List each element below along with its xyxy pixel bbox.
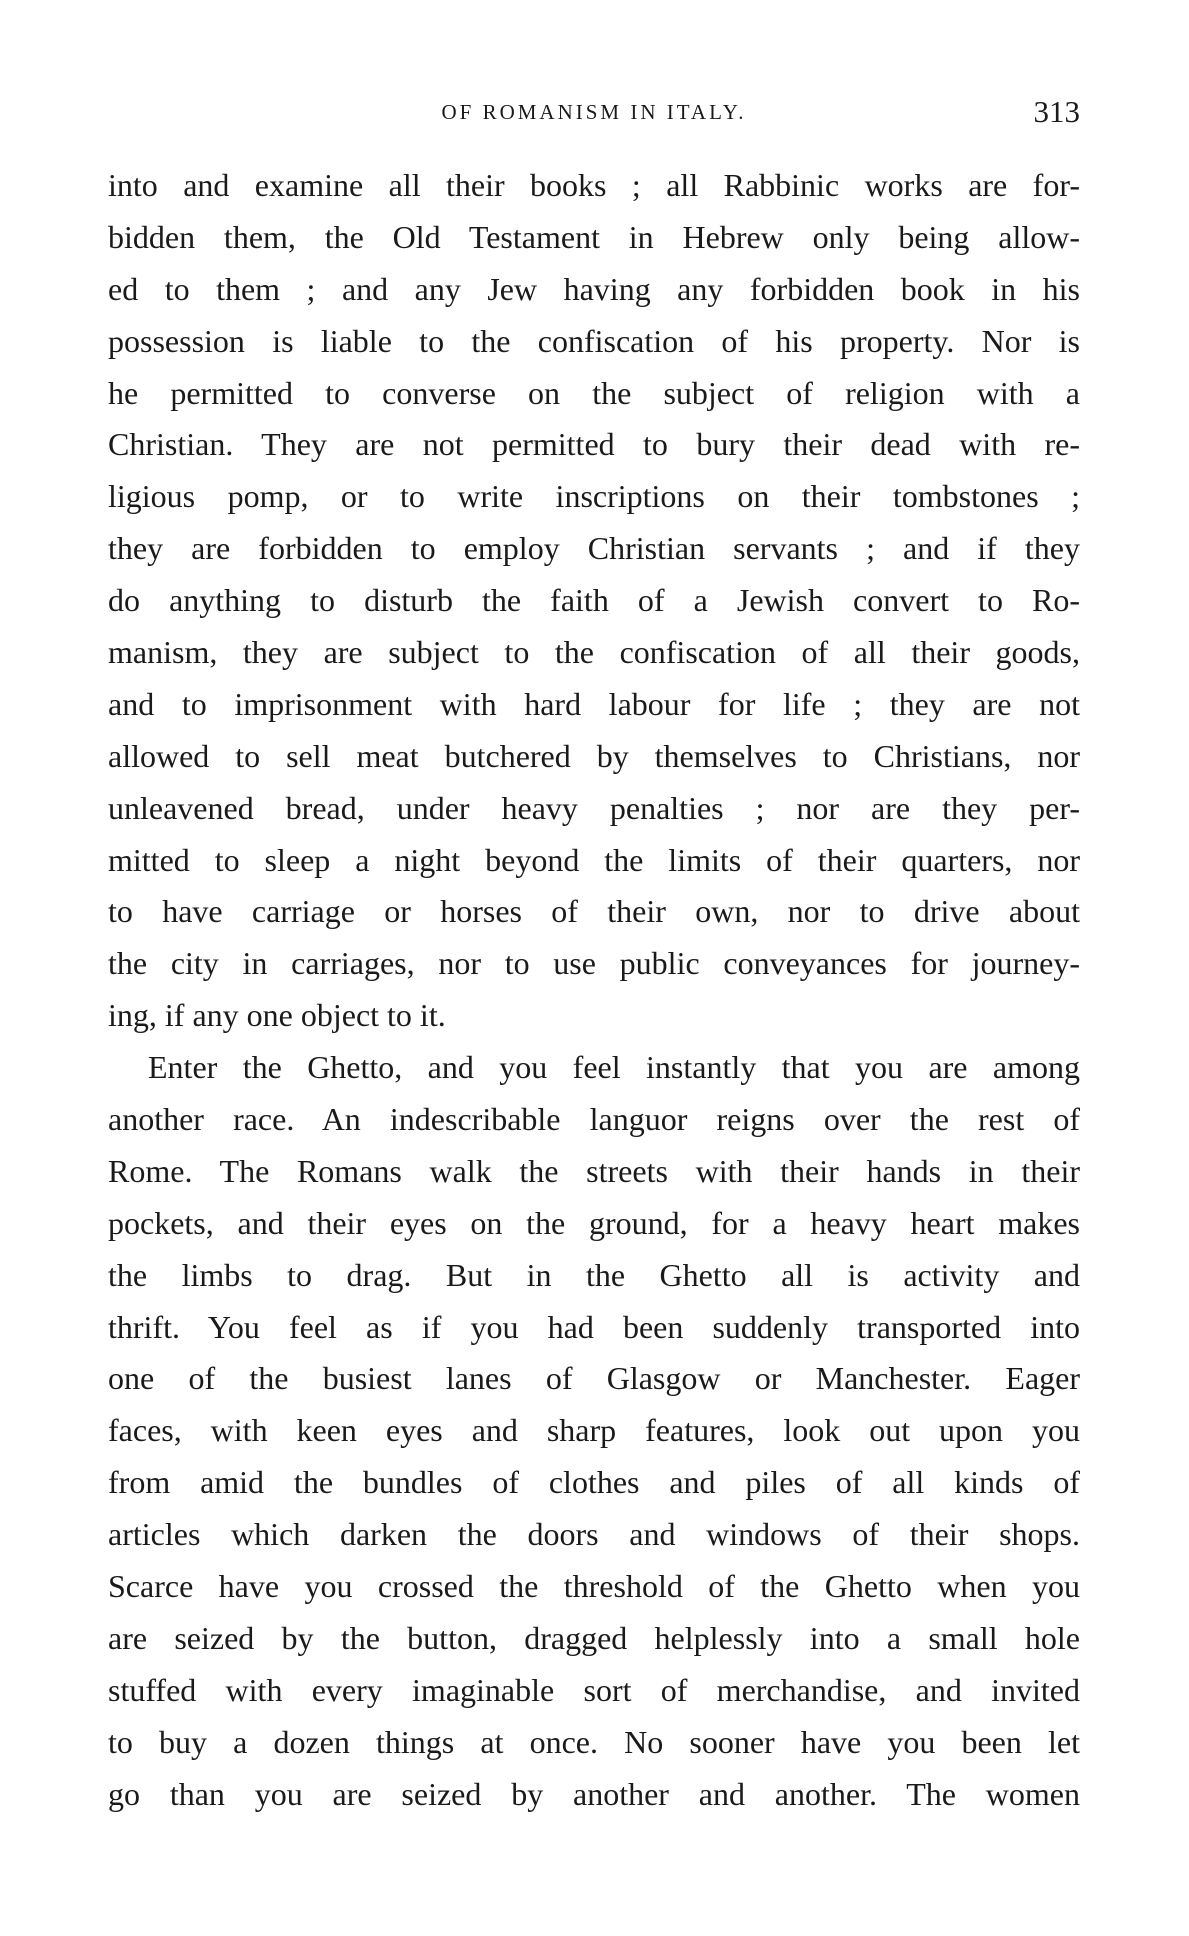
text-line: Christian. They are not permitted to bury their dead with re- <box>108 426 1080 463</box>
text-line: into and examine all their books ; all Rabbinic works are for- <box>108 167 1080 203</box>
running-head <box>108 94 1080 140</box>
text-line: unleavened bread, under heavy penalties ; nor are they per- <box>108 789 1080 826</box>
text-line: do anything to disturb the faith of a Jewish convert to Ro- <box>108 582 1080 619</box>
text-line: are seized by the button, dragged helplessly into a small hole <box>108 1619 1080 1656</box>
text-line: one of the busiest lanes of Glasgow or Manchester. Eager <box>108 1360 1080 1397</box>
text-line: bidden them, the Old Testament in Hebrew only being allow- <box>108 218 1080 255</box>
text-line: they are forbidden to employ Christian servants ; and if they <box>108 530 1080 567</box>
text-line: possession is liable to the confiscation of his property. Nor is <box>108 322 1080 359</box>
text-line: to have carriage or horses of their own, nor to drive about <box>108 893 1080 930</box>
text-line: ed to them ; and any Jew having any forbidden book in his <box>108 270 1080 307</box>
body-text <box>108 160 1080 1821</box>
page-number: 313 <box>1033 94 1080 129</box>
text-line: manism, they are subject to the confiscation of all their goods, <box>108 634 1080 671</box>
paragraph-start-line: Enter the Ghetto, and you feel instantly that you are among <box>148 1049 1080 1086</box>
text-line: from amid the bundles of clothes and piles of all kinds of <box>108 1464 1080 1501</box>
text-line: pockets, and their eyes on the ground, for a heavy heart makes <box>108 1204 1080 1241</box>
text-line: the city in carriages, nor to use public conveyances for journey- <box>108 945 1080 982</box>
text-line: articles which darken the doors and windows of their shops. <box>108 1516 1080 1553</box>
running-title: OF ROMANISM IN ITALY. <box>441 100 747 124</box>
text-line: allowed to sell meat butchered by themselves to Christians, nor <box>108 737 1080 774</box>
text-line: the limbs to drag. But in the Ghetto all is activity and <box>108 1256 1080 1293</box>
text-line: he permitted to converse on the subject of religion with a <box>108 374 1080 411</box>
text-line: ligious pomp, or to write inscriptions on their tombstones ; <box>108 478 1080 515</box>
text-line: Scarce have you crossed the threshold of the Ghetto when you <box>108 1568 1080 1605</box>
paragraph-end-line: ing, if any one object to it. <box>108 997 446 1034</box>
text-line: another race. An indescribable languor reigns over the rest of <box>108 1101 1080 1138</box>
text-line: thrift. You feel as if you had been suddenly transported into <box>108 1308 1080 1345</box>
text-line: and to imprisonment with hard labour for life ; they are not <box>108 685 1080 722</box>
text-line: Rome. The Romans walk the streets with their hands in their <box>108 1152 1080 1189</box>
text-line: stuffed with every imaginable sort of merchandise, and invited <box>108 1671 1080 1708</box>
text-line: to buy a dozen things at once. No sooner have you been let <box>108 1723 1080 1760</box>
text-line: faces, with keen eyes and sharp features, look out upon you <box>108 1412 1080 1449</box>
text-line: go than you are seized by another and another. The women <box>108 1775 1080 1812</box>
text-line: mitted to sleep a night beyond the limits of their quarters, nor <box>108 841 1080 878</box>
